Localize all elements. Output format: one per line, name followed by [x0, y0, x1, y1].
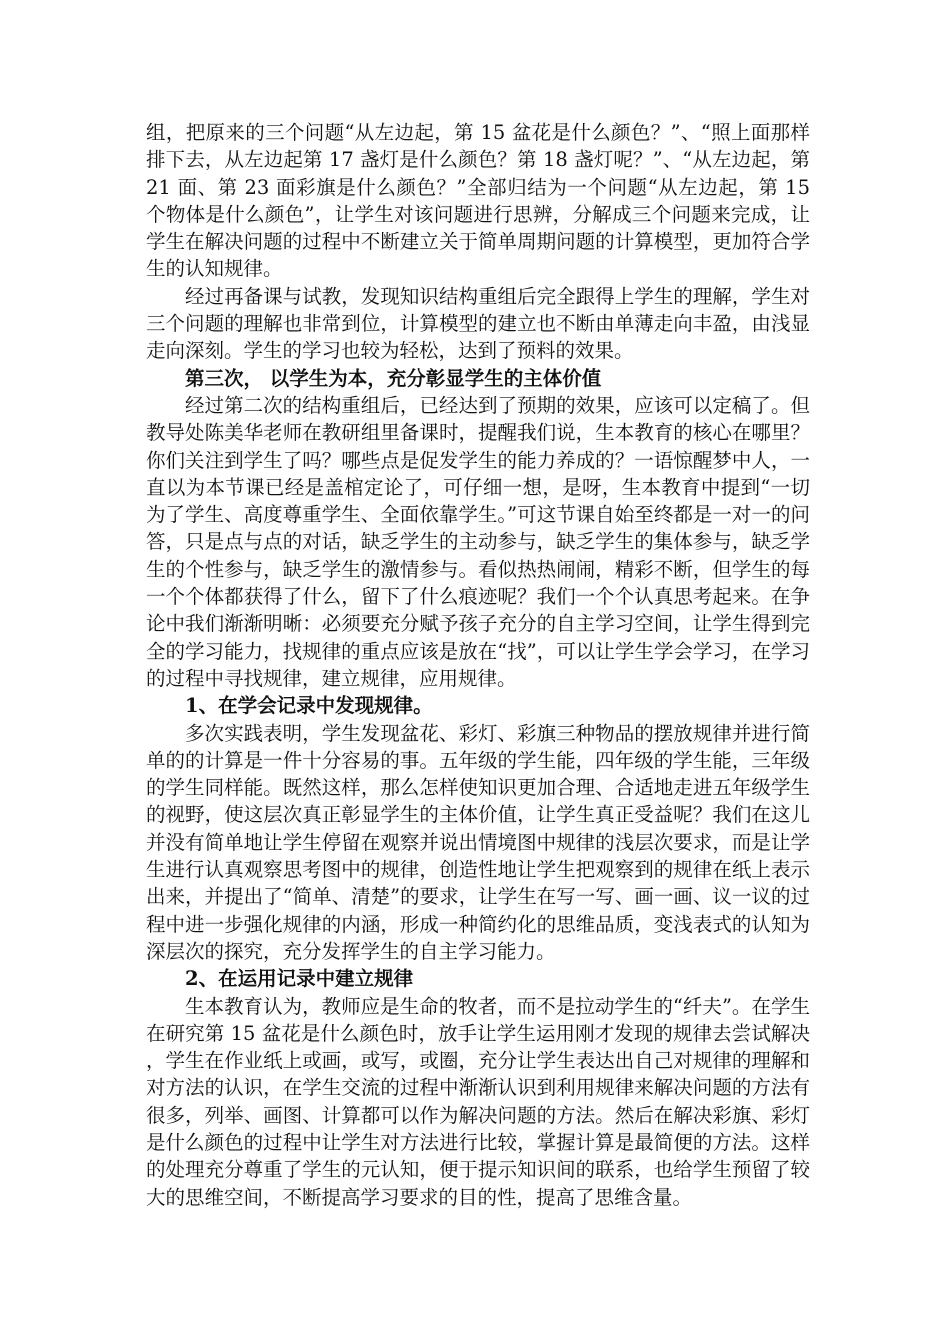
subheading-2: 2、在运用记录中建立规律: [185, 967, 414, 991]
subheading-1: 1、在学会记录中发现规律。: [185, 694, 433, 718]
section-heading-third: 第三次， 以学生为本，充分彰显学生的主体价值: [185, 366, 602, 390]
paragraph-subsection-2: 生本教育认为，教师应是生命的牧者，而不是拉动学生的“纤夫”。在学生在研究第 15 盆花是什么颜色时，放手让学生运用刚才发现的规律去尝试解决，学生在作业纸上或画，或写，或圈，充分让学生表达出自己对规律的理解和对方法的认识，在学生交流的过程中渐渐认识到利用规律来解决问题的方法有很多，列举、画图、计算都可以作为解决问题的方法。然后在解决彩旗、彩灯是什么颜色的过程中让学生对方法进行比较，掌握计算是最简便的方法。这样的处理充分尊重了学生的元认知，便于提示知识间的联系，也给学生预留了较大的思维空间，不断提高学习要求的目的性，提高了思维含量。: [146, 994, 810, 1209]
paragraph-subsection-1: 多次实践表明，学生发现盆花、彩灯、彩旗三种物品的摆放规律并进行简单的的计算是一件十分容易的事。五年级的学生能，四年级的学生能，三年级的学生同样能。既然这样，那么怎样使知识更加合理、合适地走进五年级学生的视野，使这层次真正彰显学生的主体价值，让学生真正受益呢？我们在这儿并没有简单地让学生停留在观察并说出情境图中规律的浅层次要求，而是让学生进行认真观察思考图中的规律，创造性地让学生把观察到的规律在纸上表示出来，并提出了“简单、清楚”的要求，让学生在写一写、画一画、议一议的过程中进一步强化规律的内涵，形成一种简约化的思维品质，变浅表式的认知为深层次的探究，充分发挥学生的自主学习能力。: [146, 721, 810, 963]
paragraph-continuation: 组，把原来的三个问题“从左边起，第 15 盆花是什么颜色？”、“照上面那样排下去，从左边起第 17 盏灯是什么颜色？第 18 盏灯呢？”、“从左边起，第 21 面、第 23 面彩旗是什么颜色？”全部归结为一个问题“从左边起，第 15 个物体是什么颜色”，让学生对该问题进行思辨，分解成三个问题来完成，让学生在解决问题的过程中不断建立关于简单周期问题的计算模型，更加符合学生的认知规律。: [146, 121, 810, 281]
document-body: [146, 119, 810, 1211]
paragraph-second-prep: 经过再备课与试教，发现知识结构重组后完全跟得上学生的理解，学生对三个问题的理解也非常到位，计算模型的建立也不断由单薄走向丰盈，由浅显走向深刻。学生的学习也较为轻松，达到了预料的效果。: [146, 284, 810, 363]
paragraph-third-intro: 经过第二次的结构重组后，已经达到了预期的效果，应该可以定稿了。但教导处陈美华老师在教研组里备课时，提醒我们说，生本教育的核心在哪里？你们关注到学生了吗？哪些点是促发学生的能力养成的？一语惊醒梦中人，一直以为本节课已经是盖棺定论了，可仔细一想，是呀，生本教育中提到“一切为了学生、高度尊重学生、全面依靠学生。”可这节课自始至终都是一对一的问答，只是点与点的对话，缺乏学生的主动参与，缺乏学生的集体参与，缺乏学生的个性参与，缺乏学生的激情参与。看似热热闹闹，精彩不断，但学生的每一个个体都获得了什么，留下了什么痕迹呢？我们一个个认真思考起来。在争论中我们渐渐明晰：必须要充分赋予孩子充分的自主学习空间，让学生得到完全的学习能力，找规律的重点应该是放在“找”，可以让学生学会学习，在学习的过程中寻找规律，建立规律，应用规律。: [146, 393, 810, 690]
